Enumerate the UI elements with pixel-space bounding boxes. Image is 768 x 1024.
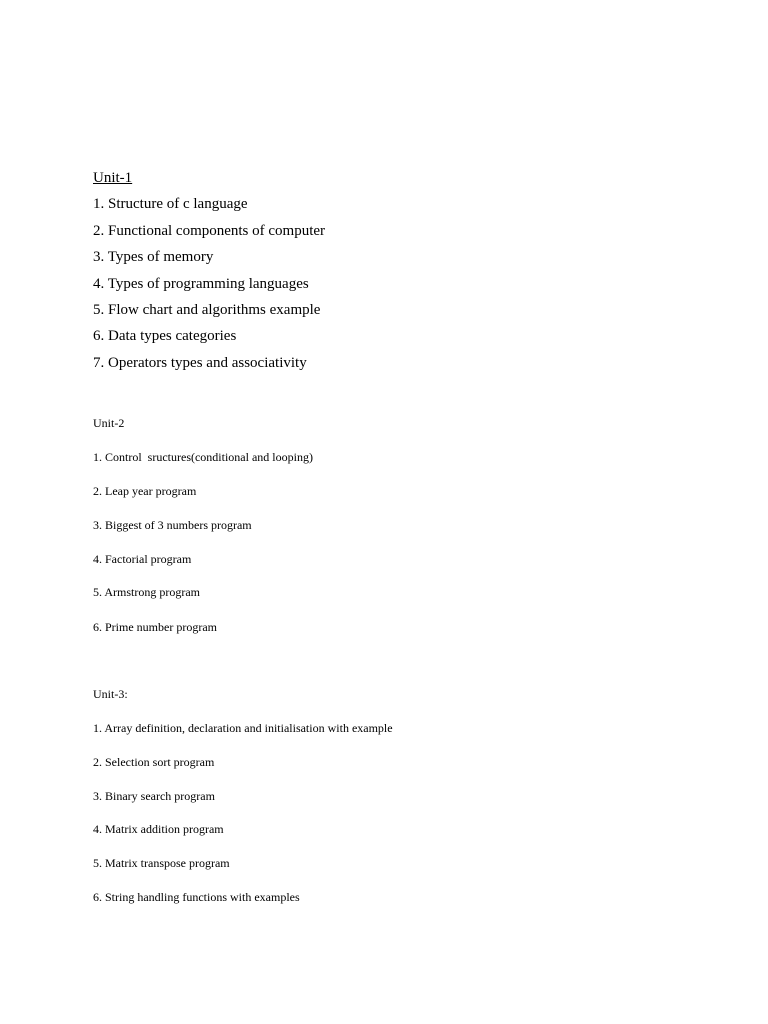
unit-2-item: 1. Control sructures(conditional and looping)	[93, 450, 313, 464]
unit-2-item: 2. Leap year program	[93, 484, 197, 498]
unit-3-item: 4. Matrix addition program	[93, 822, 224, 836]
unit-2-item: 4. Factorial program	[93, 552, 192, 566]
unit-1-heading: Unit-1	[93, 170, 133, 186]
unit-1-item: 1. Structure of c language	[93, 196, 248, 212]
unit-1-item: 5. Flow chart and algorithms example	[93, 302, 321, 318]
unit-3-item: 6. String handling functions with examples	[93, 890, 300, 904]
unit-3-item: 5. Matrix transpose program	[93, 856, 230, 870]
unit-3-item: 3. Binary search program	[93, 789, 215, 803]
unit-3-item: 1. Array definition, declaration and initialisation with example	[93, 721, 393, 735]
unit-1-item: 2. Functional components of computer	[93, 223, 326, 239]
unit-1-item: 4. Types of programming languages	[93, 276, 309, 292]
unit-1-item: 3. Types of memory	[93, 249, 214, 265]
unit-3-heading: Unit-3:	[93, 687, 128, 701]
unit-1-item: 6. Data types categories	[93, 328, 237, 344]
unit-2-heading: Unit-2	[93, 416, 125, 430]
unit-3-item: 2. Selection sort program	[93, 755, 215, 769]
unit-2-item: 5. Armstrong program	[93, 585, 200, 599]
unit-1-item: 7. Operators types and associativity	[93, 355, 307, 371]
unit-2-item: 6. Prime number program	[93, 620, 217, 634]
unit-2-item: 3. Biggest of 3 numbers program	[93, 518, 252, 532]
